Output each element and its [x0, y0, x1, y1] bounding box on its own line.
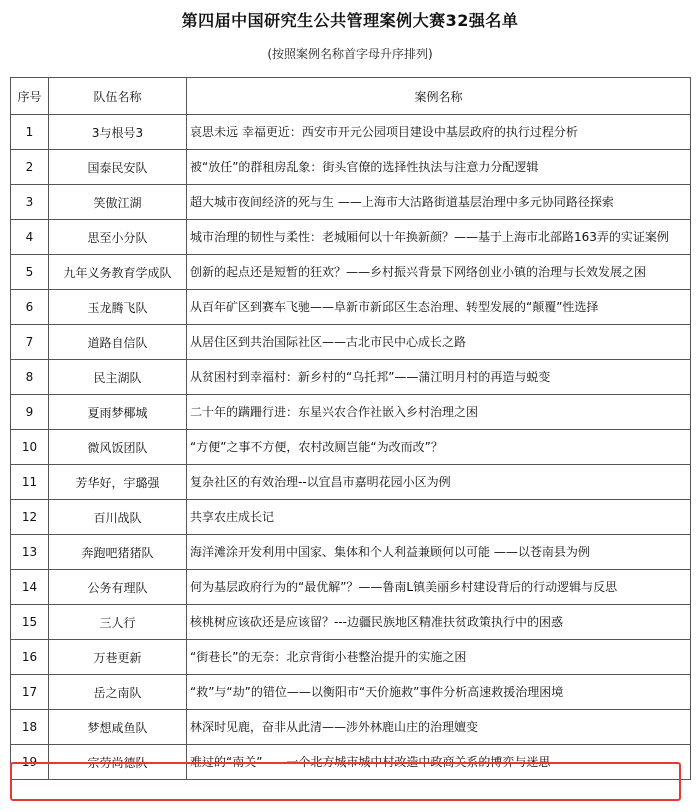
row-case: 核桃树应该砍还是应该留？---边疆民族地区精准扶贫政策执行中的困惑 [187, 605, 691, 640]
row-case: 二十年的蹒跚行进：东星兴农合作社嵌入乡村治理之困 [187, 395, 691, 430]
row-case: 从百年矿区到赛车飞驰——阜新市新邱区生态治理、转型发展的“颠覆”性选择 [187, 290, 691, 325]
row-case: 林深时见鹿，奋非从此清——涉外林鹿山庄的治理嬗变 [187, 710, 691, 745]
table-row [11, 675, 691, 710]
row-index: 11 [11, 465, 49, 500]
table-row [11, 290, 691, 325]
table-row [11, 220, 691, 255]
row-case: 从居住区到共治国际社区——古北市民中心成长之路 [187, 325, 691, 360]
row-case: 海洋滩涂开发利用中国家、集体和个人利益兼顾何以可能 ——以苍南县为例 [187, 535, 691, 570]
header-case: 案例名称 [187, 78, 691, 115]
row-index: 5 [11, 255, 49, 290]
row-team: 国泰民安队 [49, 150, 187, 185]
row-index: 13 [11, 535, 49, 570]
row-team: 民主湖队 [49, 360, 187, 395]
table-row [11, 535, 691, 570]
row-team: 九年义务教育学成队 [49, 255, 187, 290]
row-team: 三人行 [49, 605, 187, 640]
row-index: 4 [11, 220, 49, 255]
table-row [11, 185, 691, 220]
row-case: 难过的“南关”——一个北方城市城中村改造中政商关系的博弈与迷思 [187, 745, 691, 780]
row-team: 芳华好，宇璐强 [49, 465, 187, 500]
row-case: 复杂社区的有效治理--以宜昌市嘉明花园小区为例 [187, 465, 691, 500]
row-case: 共享农庄成长记 [187, 500, 691, 535]
row-case: “街巷长”的无奈：北京背街小巷整治提升的实施之困 [187, 640, 691, 675]
row-team: 道路自信队 [49, 325, 187, 360]
table-row [11, 395, 691, 430]
row-index: 6 [11, 290, 49, 325]
row-team: 微风饭团队 [49, 430, 187, 465]
table-row [11, 640, 691, 675]
row-team: 3与根号3 [49, 115, 187, 150]
row-case: 哀思未远 幸福更近：西安市开元公园项目建设中基层政府的执行过程分析 [187, 115, 691, 150]
page-subtitle: (按照案例名称首字母升序排列) [267, 47, 433, 61]
row-index: 12 [11, 500, 49, 535]
row-index: 18 [11, 710, 49, 745]
page-title: 第四届中国研究生公共管理案例大赛32强名单 [181, 11, 519, 30]
row-case: 创新的起点还是短暂的狂欢？——乡村振兴背景下网络创业小镇的治理与长效发展之困 [187, 255, 691, 290]
row-team: 梦想咸鱼队 [49, 710, 187, 745]
row-case: 超大城市夜间经济的死与生 ——上海市大沽路街道基层治理中多元协同路径探索 [187, 185, 691, 220]
row-team: 公务有理队 [49, 570, 187, 605]
row-index: 3 [11, 185, 49, 220]
row-team: 宗劳尚德队 [49, 745, 187, 780]
row-index: 1 [11, 115, 49, 150]
table-row-highlighted [11, 745, 691, 780]
table-row [11, 465, 691, 500]
header-team: 队伍名称 [49, 78, 187, 115]
row-team: 夏雨梦椰城 [49, 395, 187, 430]
row-team: 笑傲江湖 [49, 185, 187, 220]
row-team: 奔跑吧猪猪队 [49, 535, 187, 570]
row-case: “救”与“劫”的错位——以衡阳市“天价施救”事件分析高速救援治理困境 [187, 675, 691, 710]
row-team: 岳之南队 [49, 675, 187, 710]
row-team: 百川战队 [49, 500, 187, 535]
row-index: 8 [11, 360, 49, 395]
table-row [11, 115, 691, 150]
table-row [11, 430, 691, 465]
row-index: 16 [11, 640, 49, 675]
table-row [11, 500, 691, 535]
row-index: 10 [11, 430, 49, 465]
row-index: 9 [11, 395, 49, 430]
table-row [11, 710, 691, 745]
row-index: 19 [11, 745, 49, 780]
row-team: 思至小分队 [49, 220, 187, 255]
header-index: 序号 [11, 78, 49, 115]
table-header-row [11, 78, 691, 115]
table-row [11, 605, 691, 640]
row-index: 14 [11, 570, 49, 605]
table-row [11, 570, 691, 605]
row-index: 15 [11, 605, 49, 640]
table-row [11, 150, 691, 185]
row-index: 17 [11, 675, 49, 710]
table-row [11, 255, 691, 290]
row-index: 7 [11, 325, 49, 360]
row-case: 被“放任”的群租房乱象：街头官僚的选择性执法与注意力分配逻辑 [187, 150, 691, 185]
table-row [11, 325, 691, 360]
row-index: 2 [11, 150, 49, 185]
row-case: “方便”之事不方便，农村改厕岂能“为改而改”？ [187, 430, 691, 465]
row-team: 万巷更新 [49, 640, 187, 675]
row-case: 城市治理的韧性与柔性：老城厢何以十年换新颜？——基于上海市北部路163弄的实证案例 [187, 220, 691, 255]
row-case: 从贫困村到幸福村：新乡村的“乌托邦”——蒲江明月村的再造与蜕变 [187, 360, 691, 395]
teams-table [10, 77, 691, 780]
row-case: 何为基层政府行为的“最优解”？——鲁南L镇美丽乡村建设背后的行动逻辑与反思 [187, 570, 691, 605]
row-team: 玉龙腾飞队 [49, 290, 187, 325]
table-row [11, 360, 691, 395]
